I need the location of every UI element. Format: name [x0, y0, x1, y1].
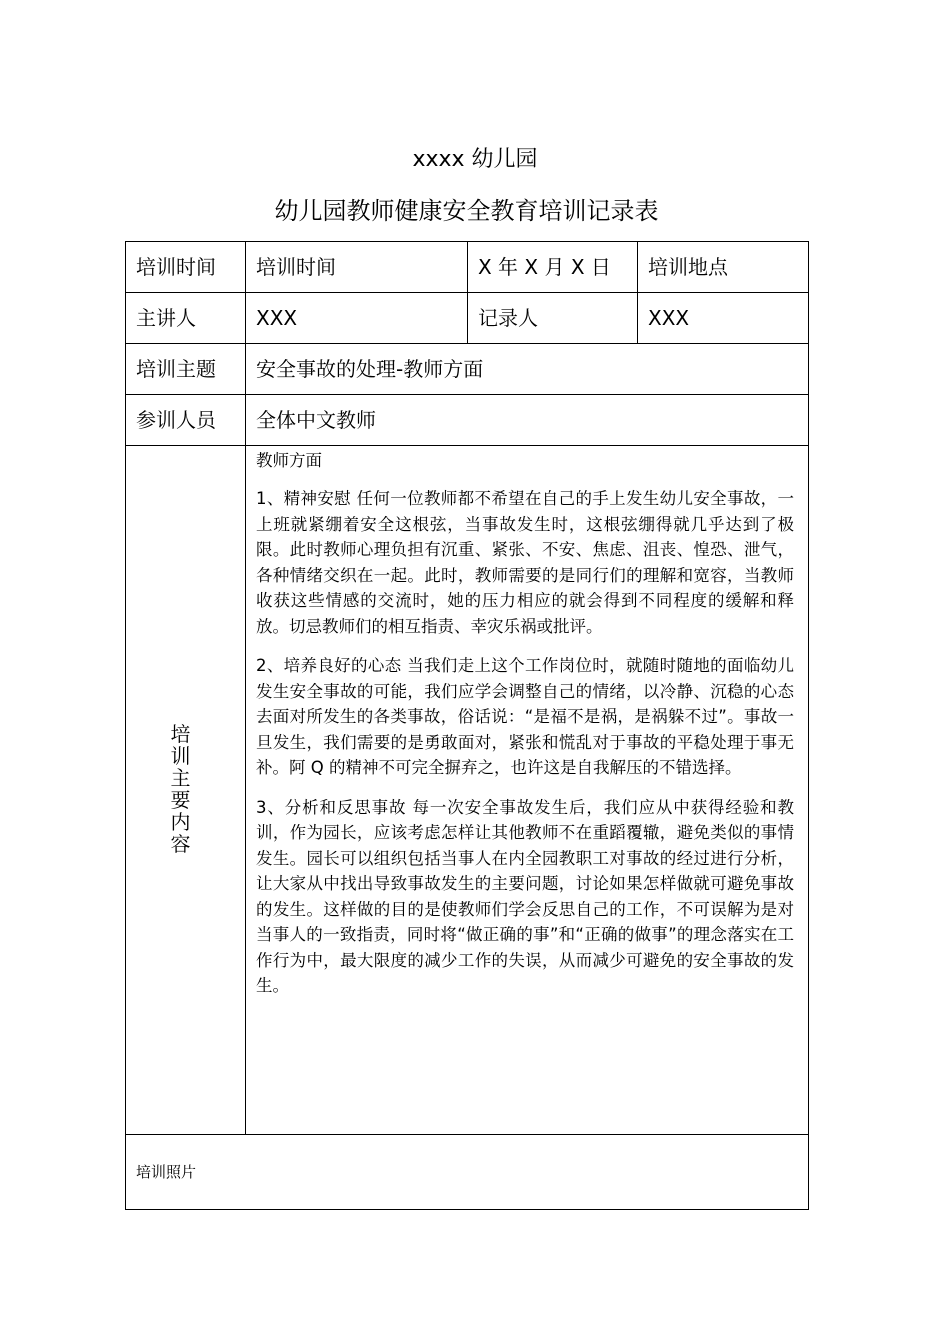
- training-time-value: 培训时间: [246, 242, 468, 293]
- training-photo-label: 培训照片: [126, 1135, 809, 1210]
- table-row: [126, 242, 809, 293]
- topic-value: 安全事故的处理-教师方面: [246, 344, 809, 395]
- table-row: [126, 344, 809, 395]
- training-location-label: 培训地点: [638, 242, 809, 293]
- content-body: [246, 446, 809, 1135]
- recorder-label: 记录人: [468, 293, 638, 344]
- school-name: xxxx 幼儿园: [412, 147, 538, 172]
- participants-label: 参训人员: [126, 395, 246, 446]
- content-paragraph-3: 3、分析和反思事故 每一次安全事故发生后，我们应从中获得经验和教训，作为园长，应该考虑怎样让其他教师不在重蹈覆辙，避免类似的事情发生。园长可以组织包括当事人在内全园教职工对事故的经过进行分析，让大家从中找出导致事故发生的主要问题，讨论如果怎样做就可避免事故的发生。这样做的目的是使教师们学会反思自己的工作，不可误解为是对当事人的一致指责，同时将“做正确的事”和“正确的做事”的理念落实在工作行为中，最大限度的减少工作的失误，从而减少可避免的安全事故的发生。: [256, 797, 794, 995]
- training-date: X 年 X 月 X 日: [468, 242, 638, 293]
- recorder-value: XXX: [638, 293, 809, 344]
- table-row: [126, 446, 809, 1135]
- training-time-label: 培训时间: [126, 242, 246, 293]
- topic-label: 培训主题: [126, 344, 246, 395]
- participants-value: 全体中文教师: [246, 395, 809, 446]
- table-row: [126, 1135, 809, 1210]
- page-title: 幼儿园教师健康安全教育培训记录表: [274, 197, 659, 225]
- content-heading: 教师方面: [256, 451, 322, 470]
- table-row: [126, 395, 809, 446]
- speaker-value: XXX: [246, 293, 468, 344]
- content-paragraph-1: 1、精神安慰 任何一位教师都不希望在自己的手上发生幼儿安全事故，一上班就紧绷着安全这根弦，当事故发生时，这根弦绷得就几乎达到了极限。此时教师心理负担有沉重、紧张、不安、焦虑、沮丧、惶恐、泄气，各种情绪交织在一起。此时，教师需要的是同行们的理解和宽容，当教师收获这些情感的交流时，她的压力相应的就会得到不同程度的缓解和释放。切忌教师们的相互指责、幸灾乐祸或批评。: [256, 489, 794, 636]
- content-label: 培训主要内容: [170, 721, 191, 856]
- training-record-table: [125, 241, 809, 1210]
- content-paragraph-2: 2、培养良好的心态 当我们走上这个工作岗位时，就随时随地的面临幼儿发生安全事故的可能，我们应学会调整自己的情绪，以冷静、沉稳的心态去面对所发生的各类事故，俗话说：“是福不是祸，是祸躲不过”。事故一旦发生，我们需要的是勇敢面对，紧张和慌乱对于事故的平稳处理于事无补。阿 Q 的精神不可完全摒弃之，也许这是自我解压的不错选择。: [256, 656, 794, 777]
- content-label-cell: [126, 446, 246, 1135]
- speaker-label: 主讲人: [126, 293, 246, 344]
- table-row: [126, 293, 809, 344]
